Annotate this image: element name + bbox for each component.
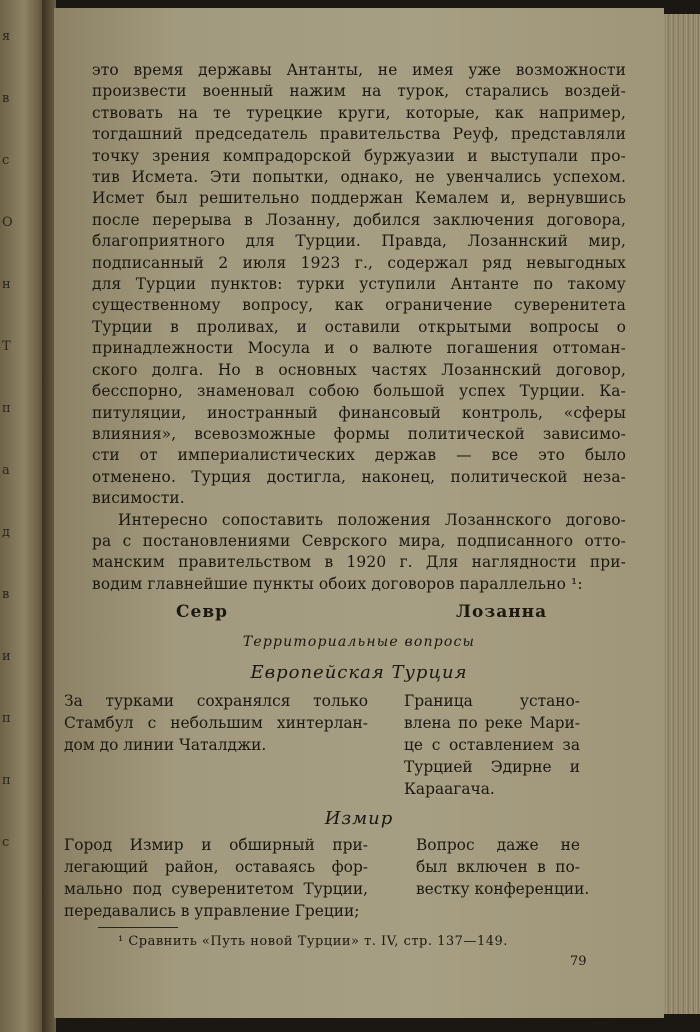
text-line: вестку конференции. (416, 880, 590, 898)
text-line: влена по реке Мари- (404, 714, 580, 732)
text-line: Турции в проливах, и оставили открытыми вопросы о (92, 317, 626, 336)
text-line: тогдашний председатель правительства Реуф, представляли (92, 125, 626, 144)
text-line: Стамбул с небольшим хинтерлан- (64, 714, 368, 732)
page-edges (660, 14, 700, 1014)
left-page-fragment: п (2, 711, 11, 726)
book-page (54, 8, 664, 1018)
text-line: благоприятного для Турции. Правда, Лозаннский мир, (92, 232, 626, 251)
text-line: мально под суверенитетом Турции, (64, 880, 368, 898)
text-line: Турцией Эдирне и (404, 758, 580, 776)
text-line: легающий район, оставаясь фор- (64, 858, 368, 876)
text-line: водим главнейшие пункты обоих договоров параллельно ¹: (92, 574, 583, 593)
left-page-fragment: н (2, 277, 11, 292)
text-line: это время державы Антанты, не имея уже возможности (92, 61, 626, 79)
left-page-fragment: я (2, 29, 11, 44)
text-line: дом до линии Чаталджи. (64, 736, 267, 754)
left-column-text (64, 690, 368, 756)
text-line: манским правительством в 1920 г. Для наглядности при- (92, 553, 626, 572)
text-line: Граница устано- (404, 692, 580, 710)
left-page-fragment: в (2, 91, 10, 106)
text-line: принадлежности Мосула и о валюте погашения оттоман- (92, 339, 626, 358)
subsection-title: Европейская Турция (250, 662, 468, 683)
left-page-fragment: д (2, 525, 11, 540)
left-page-fragment: а (2, 463, 10, 478)
left-page-fragment: в (2, 587, 10, 602)
left-column-text (64, 834, 368, 922)
footnote: ¹ Сравнить «Путь новой Турции» т. IV, стр. 137—149. (118, 934, 508, 949)
text-line: точку зрения компрадорской буржуазии и выступали про- (92, 146, 626, 165)
text-line: подписанный 2 июля 1923 г., содержал ряд невыгодных (92, 253, 626, 272)
left-page-fragment: Т (2, 339, 11, 354)
text-line: це с оставлением за (404, 736, 580, 754)
text-line: питуляции, иностранный финансовый контроль, «сферы (92, 403, 626, 422)
text-line: Караагача. (404, 780, 495, 798)
text-line: был включен в по- (416, 858, 580, 876)
text-line: Интересно сопоставить положения Лозаннского догово- (118, 510, 626, 529)
page-number: 79 (570, 954, 587, 969)
left-page-fragment: с (2, 835, 10, 850)
column-headings (54, 602, 664, 626)
text-line: после перерыва в Лозанну, добился заключения договора, (92, 210, 626, 229)
text-line: отменено. Турция достигла, наконец, политической неза- (92, 467, 626, 486)
left-page-fragment: с (2, 153, 10, 168)
text-line: сти от империалистических держав — все это было (92, 446, 626, 465)
footnote-rule (98, 927, 178, 928)
text-line: бесспорно, знаменовал собою большой успех Турции. Ка- (92, 382, 626, 401)
right-column-heading: Лозанна (456, 602, 548, 622)
text-line: ра с постановлениями Севрского мира, подписанного отто- (92, 531, 626, 550)
subsection-title: Измир (324, 808, 394, 829)
text-line: для Турции пунктов: турки уступили Антанте по такому (92, 275, 626, 294)
left-page-fragment: п (2, 773, 11, 788)
text-line: тив Исмета. Эти попытки, однако, не увенчались успехом. (92, 168, 626, 187)
text-line: существенному вопросу, как ограничение суверенитета (92, 296, 626, 315)
left-page-fragment: и (2, 649, 11, 664)
text-line: ствовать на те турецкие круги, которые, как например, (92, 103, 626, 122)
text-line: За турками сохранялся только (64, 692, 368, 710)
left-page-fragment: п (2, 401, 11, 416)
left-column-heading: Севр (176, 602, 229, 622)
text-line: передавались в управление Греции; (64, 902, 360, 920)
left-page-edge (0, 0, 44, 1032)
left-page-fragment: О (2, 215, 13, 230)
body-text (92, 60, 626, 595)
text-line: Город Измир и обширный при- (64, 836, 368, 854)
text-line: ского долга. Но в основных частях Лозаннский договор, (92, 360, 626, 379)
right-column-text (416, 834, 590, 900)
right-column-text (404, 690, 580, 800)
section-title: Территориальные вопросы (242, 634, 476, 650)
text-line: Исмет был решительно поддержан Кемалем и, вернувшись (92, 189, 626, 208)
text-line: произвести военный нажим на турок, старались воздей- (92, 82, 626, 101)
text-line: влияния», всевозможные формы политической зависимо- (92, 424, 626, 443)
text-line: висимости. (92, 489, 185, 508)
text-line: Вопрос даже не (416, 836, 580, 854)
